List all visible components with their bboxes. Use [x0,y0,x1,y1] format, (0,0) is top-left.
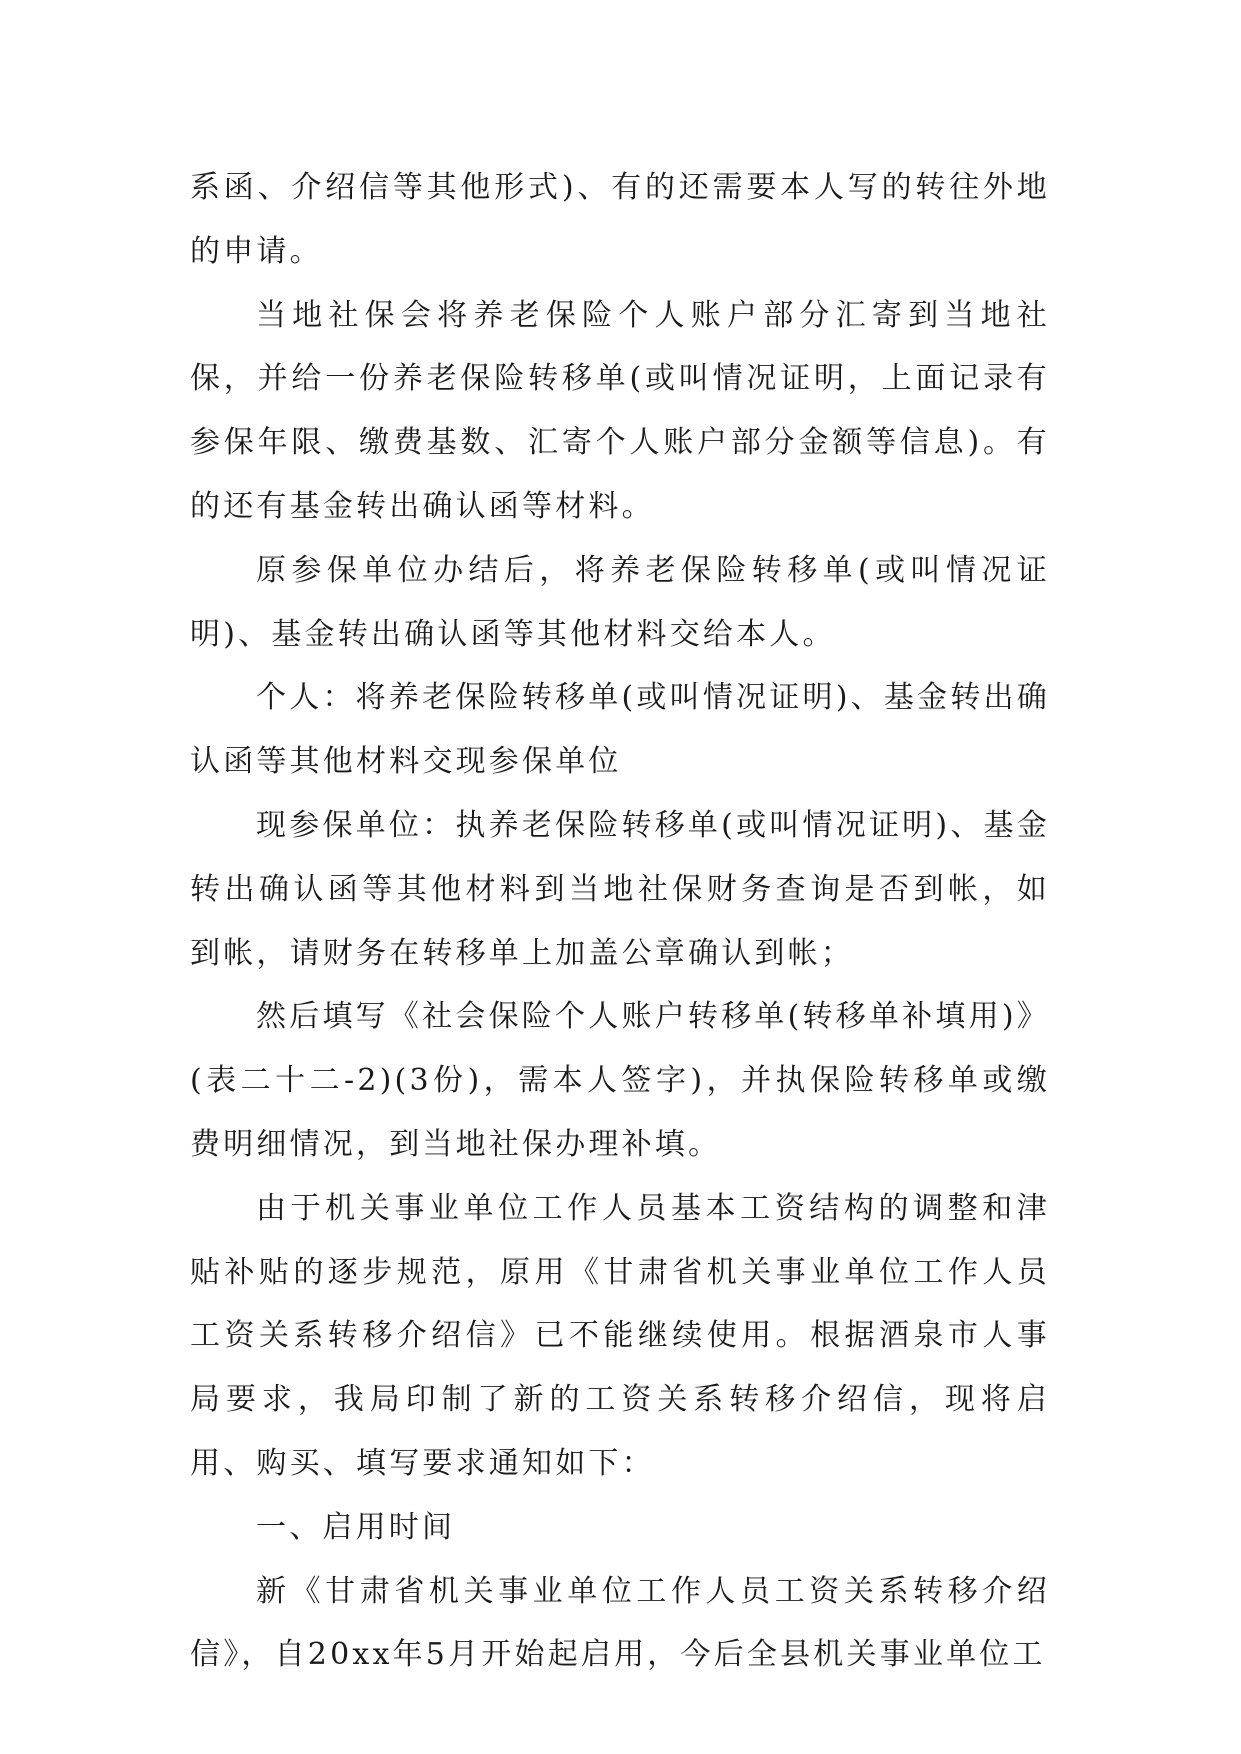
paragraph-7: 由于机关事业单位工作人员基本工资结构的调整和津贴补贴的逐步规范，原用《甘肃省机关事业单位工作人员工资关系转移介绍信》已不能继续使用。根据酒泉市人事局要求，我局印制了新的工资关系转移介绍信，现将启用、购买、填写要求通知如下： [190,1190,1050,1481]
paragraph-4: 个人：将养老保险转移单(或叫情况证明)、基金转出确认函等其他材料交现参保单位 [190,680,1050,780]
paragraph-6: 然后填写《社会保险个人账户转移单(转移单补填用)》(表二十二-2)(3份)，需本人签字)，并执保险转移单或缴费明细情况，到当地社保办理补填。 [190,999,1050,1162]
paragraph-5: 现参保单位：执养老保险转移单(或叫情况证明)、基金转出确认函等其他材料到当地社保财务查询是否到帐，如到帐，请财务在转移单上加盖公章确认到帐； [190,807,1050,971]
paragraph-2: 当地社保会将养老保险个人账户部分汇寄到当地社保，并给一份养老保险转移单(或叫情况证明，上面记录有参保年限、缴费基数、汇寄个人账户部分金额等信息)。有的还有基金转出确认函等材料。 [190,297,1050,524]
paragraph-1: 系函、介绍信等其他形式)、有的还需要本人写的转往外地的申请。 [190,170,1050,269]
section-heading: 一、启用时间 [256,1509,456,1545]
document-page [190,156,1050,1687]
paragraph-3: 原参保单位办结后，将养老保险转移单(或叫情况证明)、基金转出确认函等其他材料交给本人。 [190,552,1050,652]
paragraph-8: 新《甘肃省机关事业单位工作人员工资关系转移介绍信》，自20xx年5月开始起启用，今后全县机关事业单位工 [190,1573,1050,1673]
